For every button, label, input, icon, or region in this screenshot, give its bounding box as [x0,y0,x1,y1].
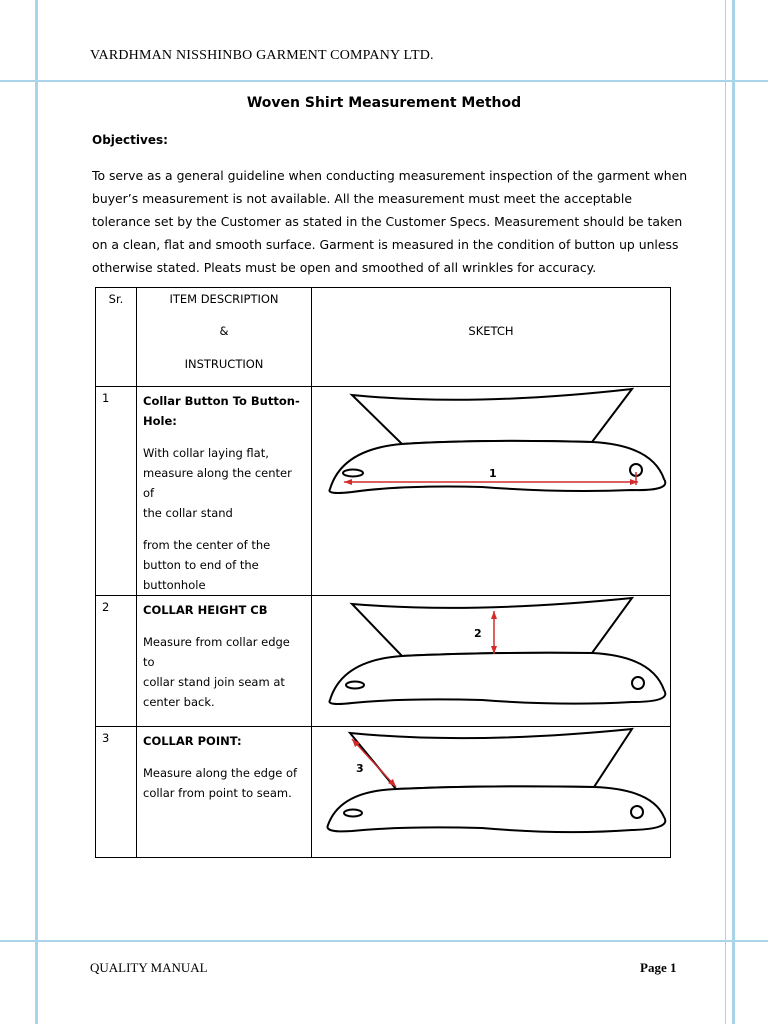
page-number: Page 1 [640,960,677,975]
table-row [96,727,671,858]
header-sketch [312,288,671,387]
collar-stand-outline [329,653,665,704]
table-header-row [96,288,671,387]
header-sketch-label: SKETCH [468,324,514,338]
header-sr-label: Sr. [108,292,124,306]
header-desc-line: ITEM DESCRIPTION [169,292,279,306]
collar-height-sketch [312,596,670,723]
item-title: COLLAR HEIGHT CB [143,603,268,617]
item-text: collar stand join seam at [143,675,285,689]
item-title: COLLAR POINT: [143,734,242,748]
measure-label: 2 [474,627,482,640]
item-text: from the center of the [143,538,271,552]
row-number: 1 [96,387,137,596]
frame-bottom-line [0,940,768,942]
paragraph-line: buyer’s measurement is not available. All the measurement must meet the acceptable [92,191,632,206]
measurement-table [95,287,671,858]
collar-button-to-buttonhole-sketch [312,387,670,586]
item-title: Hole: [143,414,177,428]
company-name: VARDHMAN NISSHINBO GARMENT COMPANY LTD. [90,48,434,63]
paragraph-line: To serve as a general guideline when conducting measurement inspection of the garment when [92,168,688,183]
paragraph-line: tolerance set by the Customer as stated in the Customer Specs. Measurement should be taken [92,214,683,229]
item-text: measure along the center of [143,466,292,500]
frame-top-line [0,80,768,82]
item-text: collar from point to seam. [143,786,292,800]
row-number: 2 [96,596,137,727]
item-text: buttonhole [143,578,206,592]
frame-right-line-inner [725,0,726,1024]
frame-right-line-outer [732,0,735,1024]
item-text: With collar laying flat, [143,446,269,460]
header-desc-line: & [219,324,229,338]
item-text: Measure from collar edge to [143,635,290,669]
row-number: 3 [96,727,137,858]
table-row [96,387,671,596]
objectives-heading: Objectives: [92,133,168,147]
row-description [137,596,312,727]
item-text: the collar stand [143,506,233,520]
header-desc-line: INSTRUCTION [184,357,264,371]
header-description [137,288,312,387]
collar-point-sketch [312,727,670,854]
item-text: Measure along the edge of [143,766,298,780]
item-text: center back. [143,695,215,709]
row-description [137,727,312,858]
collar-stand-outline [329,441,665,493]
paragraph-line: on a clean, flat and smooth surface. Garment is measured in the condition of button up unless [92,237,679,252]
measure-label: 1 [489,467,497,480]
row-sketch [312,596,671,727]
row-sketch [312,387,671,596]
row-description [137,387,312,596]
footer-quality-manual: QUALITY MANUAL [90,960,208,975]
item-title: Collar Button To Button- [143,394,300,408]
table-row [96,596,671,727]
item-text: button to end of the [143,558,259,572]
paragraph-line: otherwise stated. Pleats must be open and smoothed of all wrinkles for accuracy. [92,260,597,275]
header-sr [96,288,137,387]
collar-outline [352,389,632,444]
frame-left-line [35,0,38,1024]
document-title: Woven Shirt Measurement Method [246,95,522,111]
objectives-paragraph [92,164,692,279]
measure-label: 3 [356,762,364,775]
collar-stand-outline [328,786,666,832]
row-sketch [312,727,671,858]
